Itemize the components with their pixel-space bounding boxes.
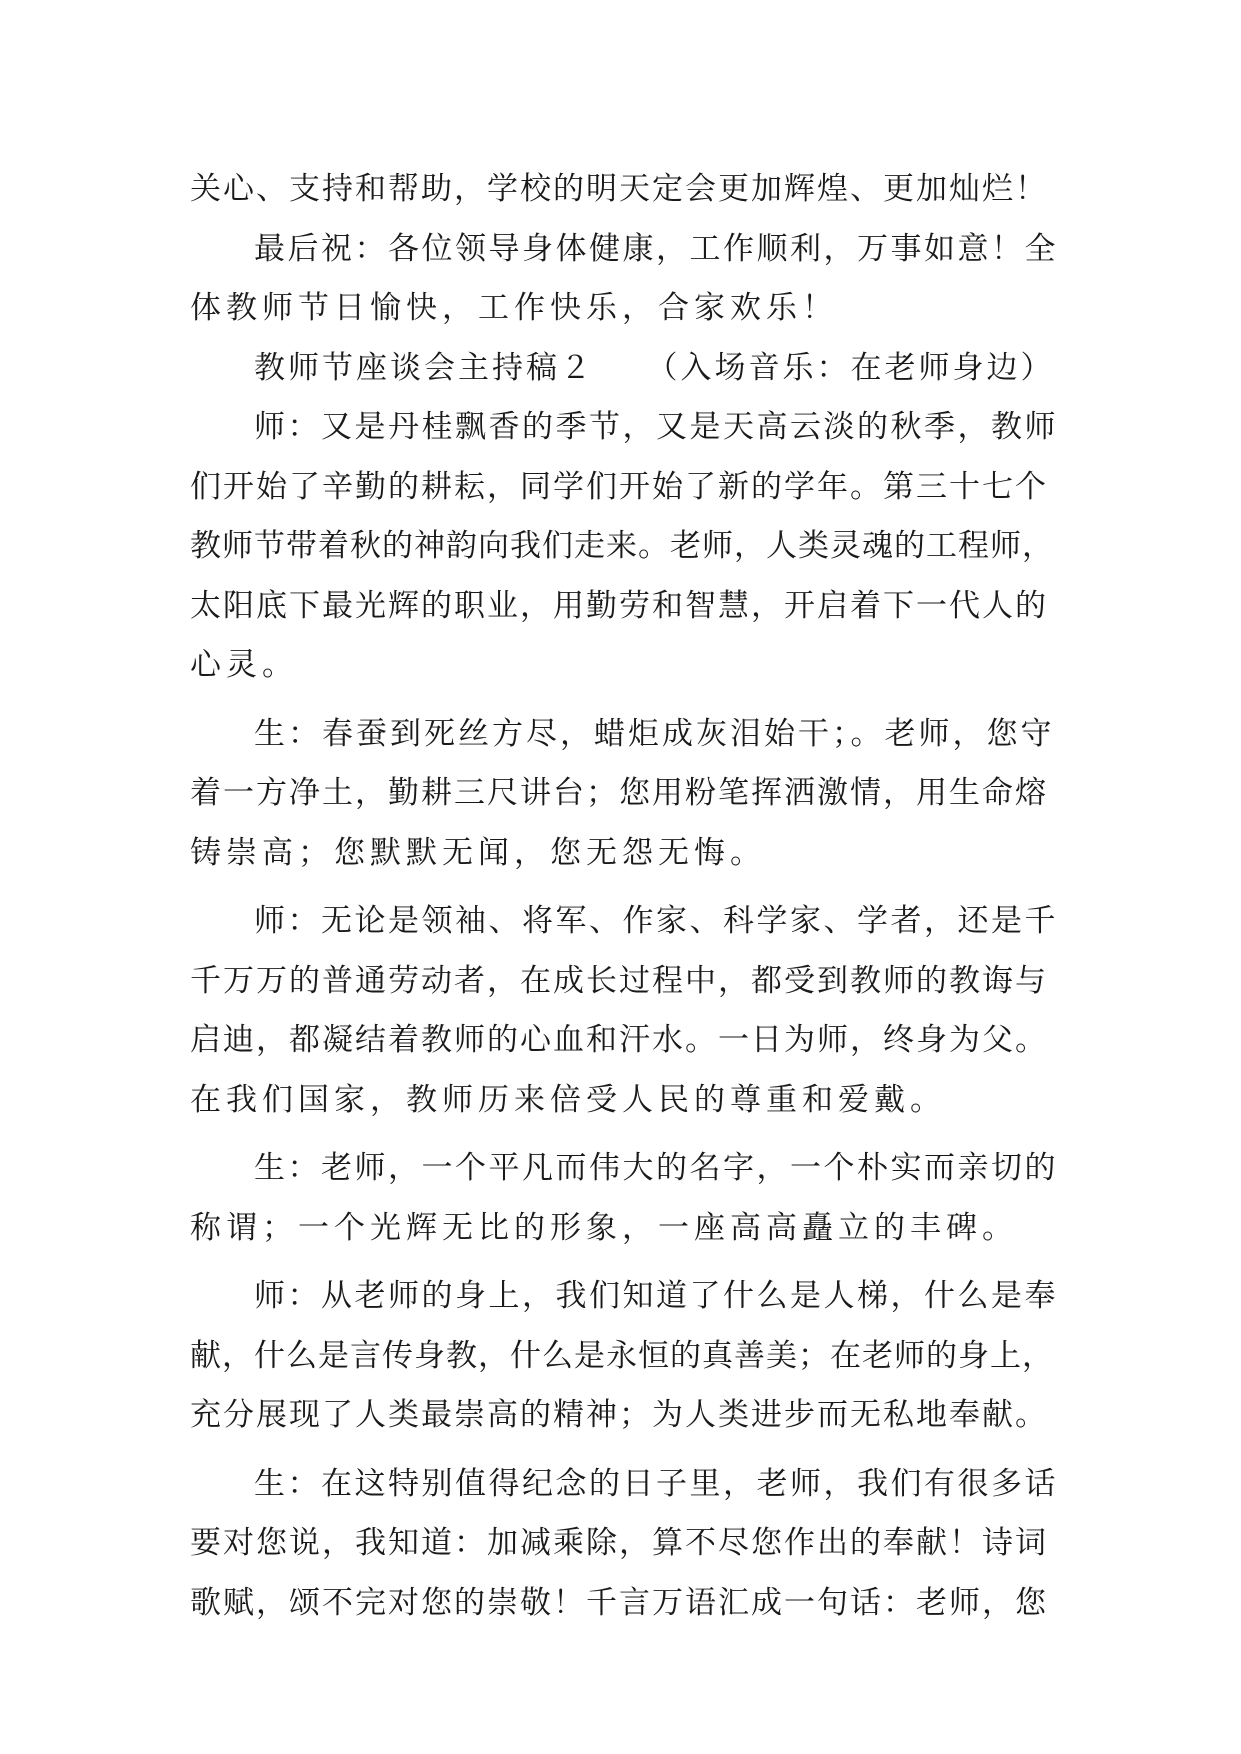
text-line: 献，什么是言传身教，什么是永恒的真善美；在老师的身上， [190, 1337, 1054, 1374]
text-line: 太阳底下最光辉的职业，用勤劳和智慧，开启着下一代人的 [190, 587, 1048, 624]
text-line: 在我们国家，教师历来倍受人民的尊重和爱戴。 [190, 1081, 946, 1118]
text-line: 着一方净土，勤耕三尺讲台；您用粉笔挥洒激情，用生命熔 [190, 775, 1048, 811]
text-line: 生：在这特别值得纪念的日子里，老师，我们有很多话 [254, 1465, 1058, 1502]
text-line: 最后祝：各位领导身体健康，工作顺利，万事如意！全 [254, 230, 1058, 267]
text-line: 歌赋，颂不完对您的崇敬！千言万语汇成一句话：老师，您 [190, 1584, 1048, 1621]
text-line: 生：老师，一个平凡而伟大的名字，一个朴实而亲切的 [254, 1150, 1058, 1186]
text-line: 称谓；一个光辉无比的形象，一座高高矗立的丰碑。 [190, 1209, 1018, 1246]
text-line: 要对您说，我知道：加减乘除，算不尽您作出的奉献！诗词 [190, 1525, 1048, 1561]
text-line: 充分展现了人类最崇高的精神；为人类进步而无私地奉献。 [190, 1397, 1048, 1433]
text-line: 关心、支持和帮助，学校的明天定会更加辉煌、更加灿烂！ [190, 171, 1048, 207]
text-line: 师：又是丹桂飘香的季节，又是天高云淡的秋季，教师 [254, 409, 1058, 445]
text-line: 启迪，都凝结着教师的心血和汗水。一日为师，终身为父。 [190, 1022, 1048, 1058]
text-line: 师：从老师的身上，我们知道了什么是人梯，什么是奉 [254, 1278, 1058, 1314]
text-line: 心灵。 [190, 647, 298, 683]
text-line: 生：春蚕到死丝方尽，蜡炬成灰泪始干；。老师，您守 [254, 715, 1055, 752]
text-line: 体教师节日愉快，工作快乐，合家欢乐！ [190, 290, 838, 326]
text-line: 们开始了辛勤的耕耘，同学们开始了新的学年。第三十七个 [190, 468, 1048, 505]
document-body [190, 160, 1060, 1633]
text-line: 教师节座谈会主持稿２ （入场音乐：在老师身边） [254, 349, 1055, 386]
text-line: 铸崇高；您默默无闻，您无怨无悔。 [190, 834, 766, 871]
text-line: 师：无论是领袖、将军、作家、科学家、学者，还是千 [254, 903, 1058, 939]
text-line: 教师节带着秋的神韵向我们走来。老师，人类灵魂的工程师， [190, 528, 1054, 564]
text-line: 千万万的普通劳动者，在成长过程中，都受到教师的教诲与 [190, 962, 1048, 999]
